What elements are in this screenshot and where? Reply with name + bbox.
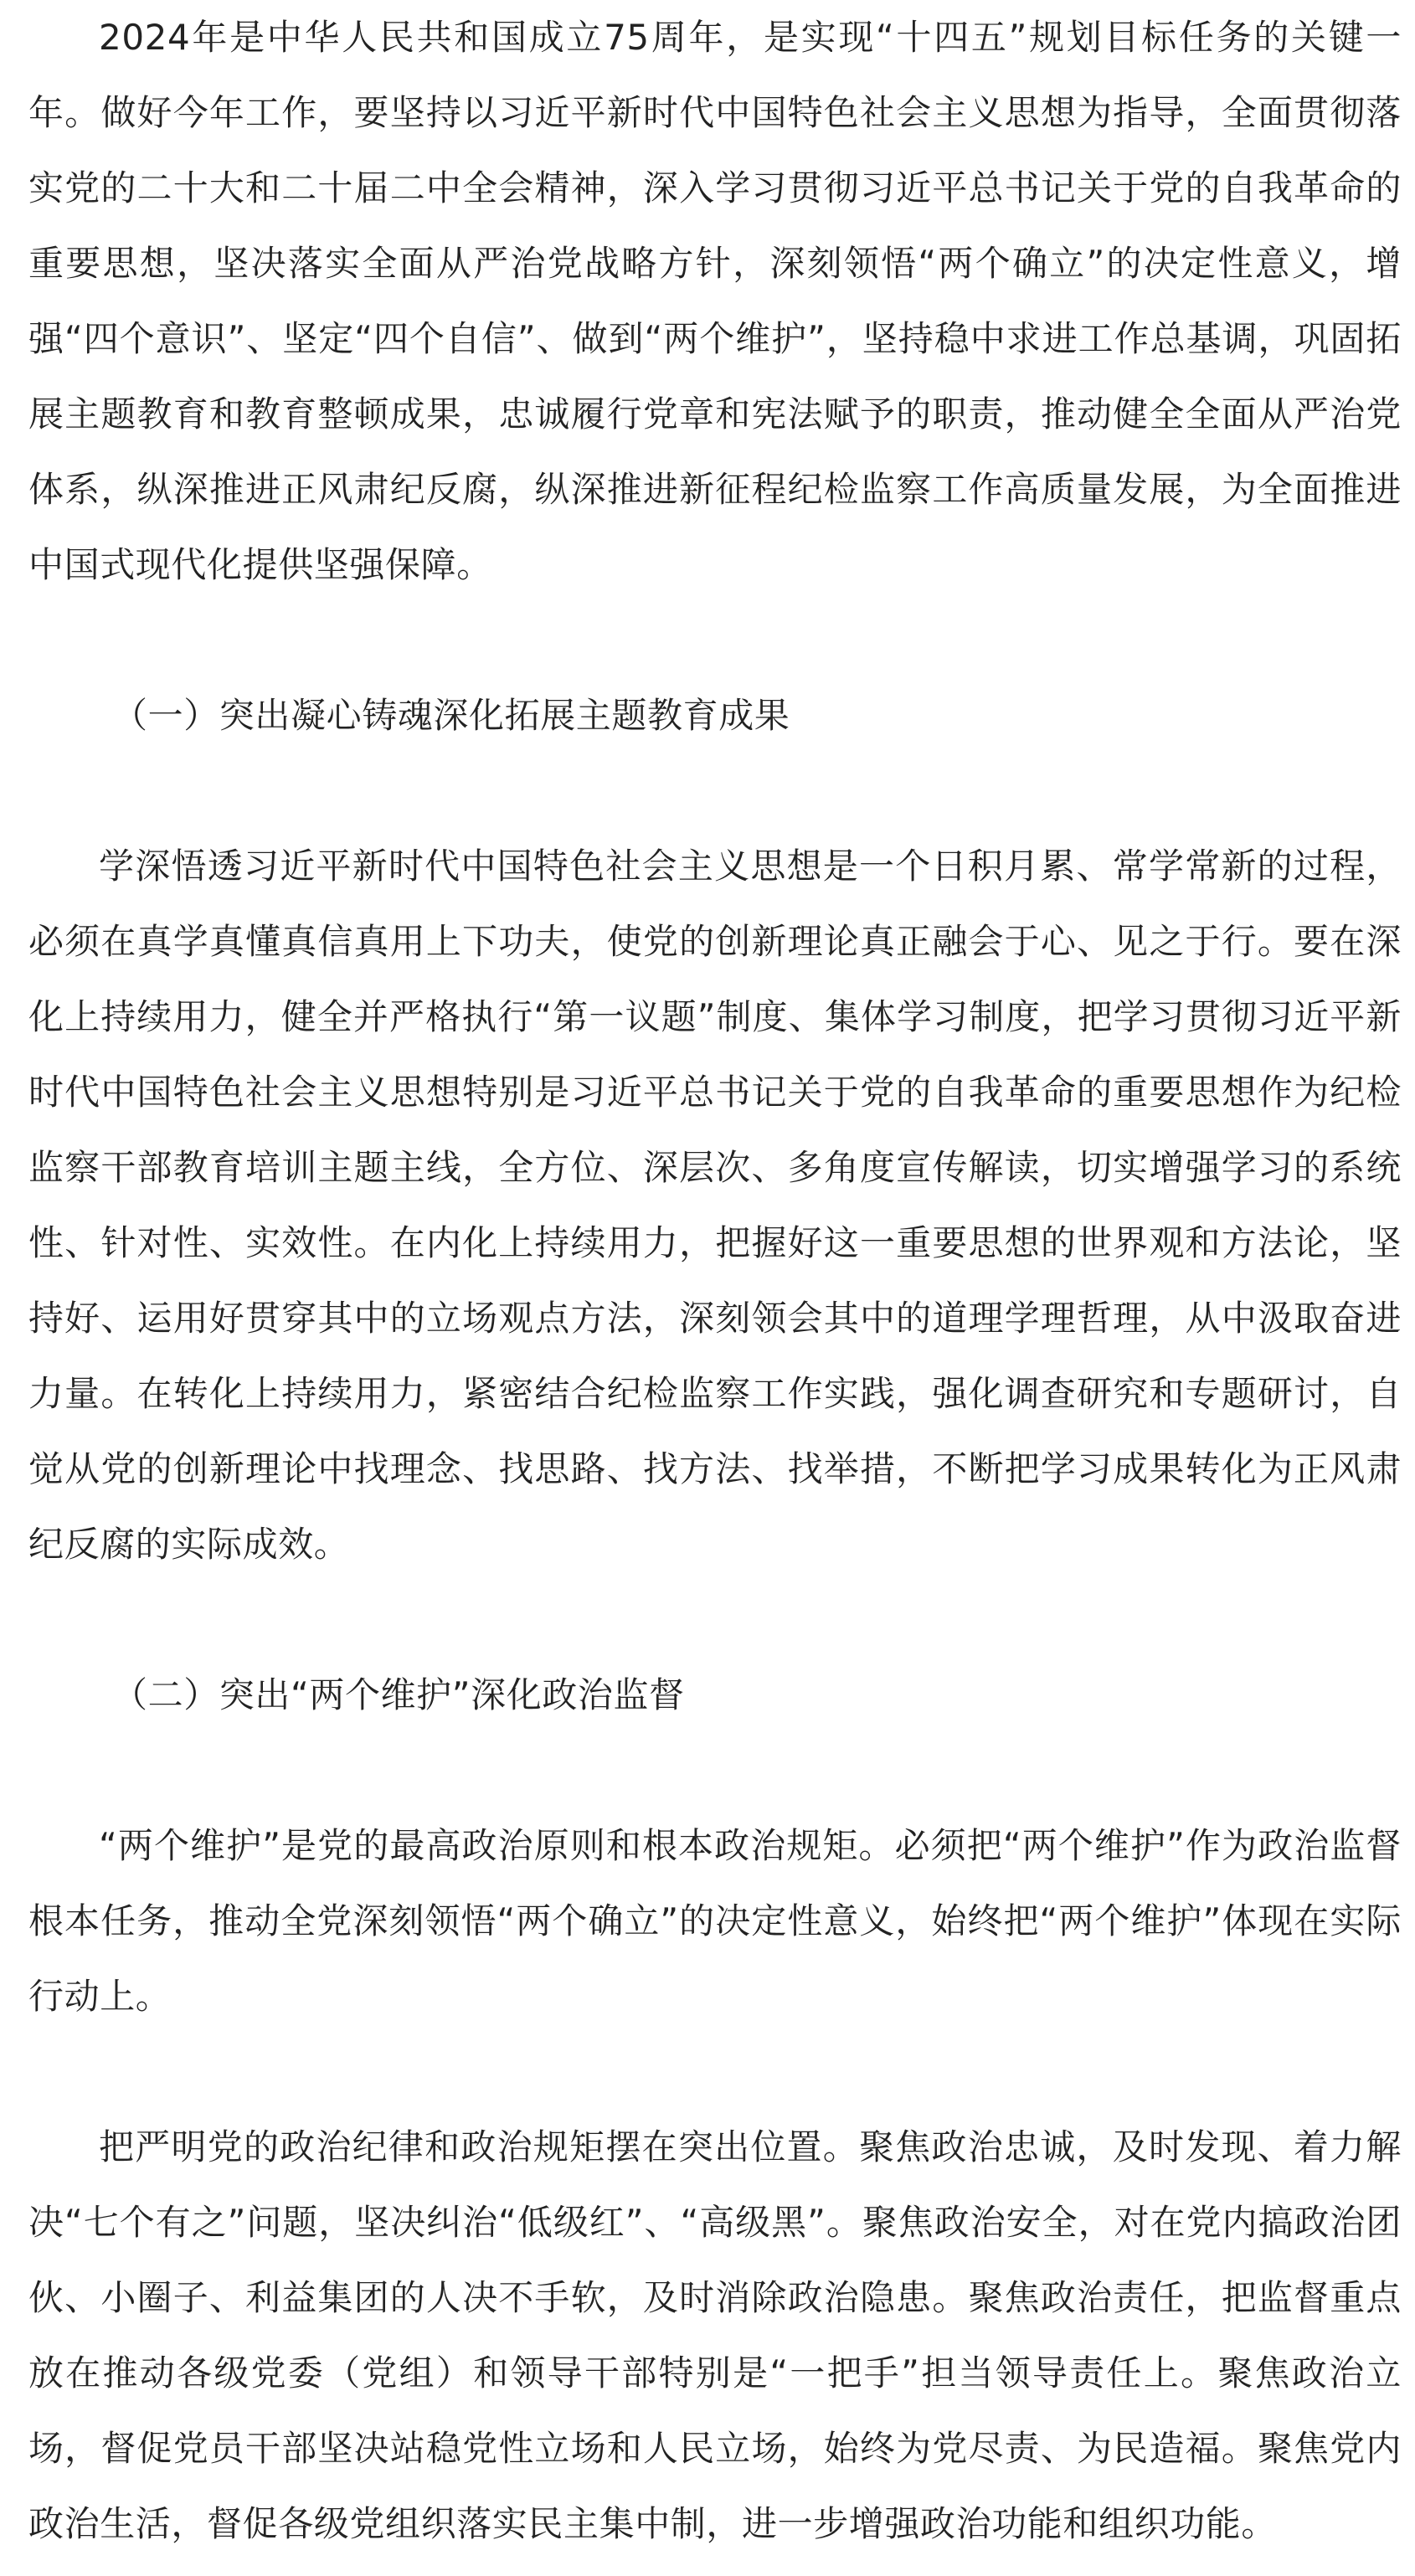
spacer bbox=[28, 2034, 1402, 2110]
section-heading-2: （二）突出“两个维护”深化政治监督 bbox=[112, 1674, 685, 1715]
paragraph-section-2a: “两个维护”是党的最高政治原则和根本政治规矩。必须把“两个维护”作为政治监督根本任务，推动全党深刻领悟“两个确立”的决定性意义，始终把“两个维护”体现在实际行动上。 bbox=[28, 1825, 1402, 2017]
spacer bbox=[28, 753, 1402, 829]
spacer bbox=[28, 1733, 1402, 1808]
paragraph-section-1: 学深悟透习近平新时代中国特色社会主义思想是一个日积月累、常学常新的过程，必须在真学真懂真信真用上下功夫，使党的创新理论真正融会于心、见之于行。要在深化上持续用力，健全并严格执行“第一议题”制度、集体学习制度，把学习贯彻习近平新时代中国特色社会主义思想特别是习近平总书记关于党的自我革命的重要思想作为纪检监察干部教育培训主题主线，全方位、深层次、多角度宣传解读，切实增强学习的系统性、针对性、实效性。在内化上持续用力，把握好这一重要思想的世界观和方法论，坚持好、运用好贯穿其中的立场观点方法，深刻领会其中的道理学理哲理，从中汲取奋进力量。在转化上持续用力，紧密结合纪检监察工作实践，强化调查研究和专题研讨，自觉从党的创新理论中找理念、找思路、找方法、找举措，不断把学习成果转化为正风肃纪反腐的实际成效。 bbox=[28, 846, 1402, 1565]
section-heading-1: （一）突出凝心铸魂深化拓展主题教育成果 bbox=[112, 695, 790, 736]
spacer bbox=[28, 603, 1402, 678]
document-body bbox=[28, 0, 1402, 2562]
paragraph-intro: 2024年是中华人民共和国成立75周年，是实现“十四五”规划目标任务的关键一年。做好今年工作，要坚持以习近平新时代中国特色社会主义思想为指导，全面贯彻落实党的二十大和二十届二中全会精神，深入学习贯彻习近平总书记关于党的自我革命的重要思想，坚决落实全面从严治党战略方针，深刻领悟“两个确立”的决定性意义，增强“四个意识”、坚定“四个自信”、做到“两个维护”，坚持稳中求进工作总基调，巩固拓展主题教育和教育整顿成果，忠诚履行党章和宪法赋予的职责，推动健全全面从严治党体系，纵深推进正风肃纪反腐，纵深推进新征程纪检监察工作高质量发展，为全面推进中国式现代化提供坚强保障。 bbox=[28, 17, 1402, 585]
spacer bbox=[28, 1582, 1402, 1658]
paragraph-section-2b: 把严明党的政治纪律和政治规矩摆在突出位置。聚焦政治忠诚，及时发现、着力解决“七个有之”问题，坚决纠治“低级红”、“高级黑”。聚焦政治安全，对在党内搞政治团伙、小圈子、利益集团的人决不手软，及时消除政治隐患。聚焦政治责任，把监督重点放在推动各级党委（党组）和领导干部特别是“一把手”担当领导责任上。聚焦政治立场，督促党员干部坚决站稳党性立场和人民立场，始终为党尽责、为民造福。聚焦党内政治生活，督促各级党组织落实民主集中制，进一步增强政治功能和组织功能。 bbox=[28, 2126, 1402, 2544]
